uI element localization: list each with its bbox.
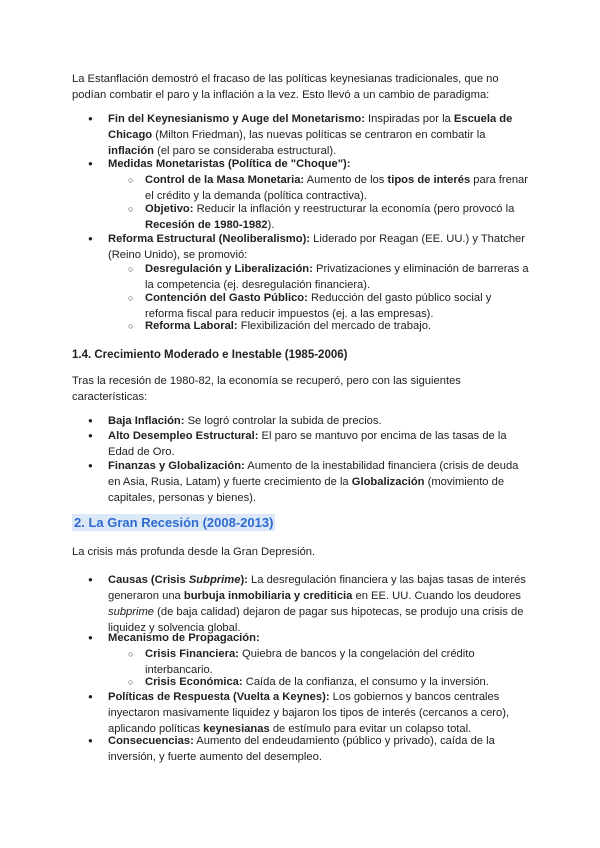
section-heading-2 — [72, 514, 275, 532]
section-2-intro: La crisis más profunda desde la Gran Depresión. — [72, 546, 316, 558]
sublist-item-crisis-economica: ○ Crisis Económica: Caída de la confianza, el consumo y la inversión. — [145, 674, 530, 690]
sublist-item-masa-monetaria: ○ Control de la Masa Monetaria: Aumento de los tipos de interés para frenar el crédito y la demanda (política contractiva). — [145, 172, 530, 204]
list-item-baja-inflacion: ● Baja Inflación: Se logró controlar la subida de precios. — [108, 413, 528, 429]
list-item-causas: ● Causas (Crisis Subprime): La desregulación financiera y las bajas tasas de interés generaron una burbuja inmobiliaria y crediticia en EE. UU. Cuando los deudores subprime (de baja calidad) dejaron de pagar sus hipotecas, se produjo una crisis de liquidez y solvencia global. — [108, 572, 528, 636]
list-item-reforma: ● Reforma Estructural (Neoliberalismo): Liderado por Reagan (EE. UU.) y Thatcher (Reino Unido), se promovió: — [108, 231, 528, 263]
sublist-item-objetivo: ○ Objetivo: Reducir la inflación y reestructurar la economía (pero provocó la Recesión de 1980-1982). — [145, 201, 530, 233]
list-item-finanzas: ● Finanzas y Globalización: Aumento de la inestabilidad financiera (crisis de deuda en Asia, Rusia, Latam) y fuerte crecimiento de la Globalización (movimiento de capitales, personas y bienes). — [108, 458, 528, 506]
sublist-item-crisis-financiera: ○ Crisis Financiera: Quiebra de bancos y la congelación del crédito interbancario. — [145, 646, 530, 678]
sublist-item-desregulacion: ○ Desregulación y Liberalización: Privatizaciones y eliminación de barreras a la competencia (ej. desregulación financiera). — [145, 261, 530, 293]
list-item-consecuencias: ● Consecuencias: Aumento del endeudamiento (público y privado), caída de la inversión, y fuerte aumento del desempleo. — [108, 733, 528, 765]
intro-paragraph: La Estanflación demostró el fracaso de las políticas keynesianas tradicionales, que no podían combatir el paro y la inflación a la vez. Esto llevó a un cambio de paradigma: — [72, 73, 499, 101]
list-item-medidas: ● Medidas Monetaristas (Política de "Choque"): — [108, 156, 528, 172]
list-item-politicas: ● Políticas de Respuesta (Vuelta a Keynes): Los gobiernos y bancos centrales inyectaron masivamente liquidez y bajaron los tipos de interés (cercanos a cero), aplicando políticas keynesianas de estímulo para evitar un colapso total. — [108, 689, 528, 737]
list-item-monetarismo: ● Fin del Keynesianismo y Auge del Monetarismo: Inspiradas por la Escuela de Chicago (Milton Friedman), las nuevas políticas se centraron en combatir la inflación (el paro se consideraba estructural). — [108, 111, 528, 159]
section-heading-2-text: 2. La Gran Recesión (2008-2013) — [74, 515, 274, 530]
section-1-4-intro: Tras la recesión de 1980-82, la economía se recuperó, pero con las siguientes características: — [72, 375, 461, 403]
section-heading-1-4: 1.4. Crecimiento Moderado e Inestable (1985-2006) — [72, 349, 348, 361]
list-item-alto-desempleo: ● Alto Desempleo Estructural: El paro se mantuvo por encima de las tasas de la Edad de Oro. — [108, 428, 528, 460]
sublist-item-laboral: ○ Reforma Laboral: Flexibilización del mercado de trabajo. — [145, 318, 530, 334]
list-item-mecanismo: ● Mecanismo de Propagación: — [108, 630, 528, 646]
sublist-item-gasto: ○ Contención del Gasto Público: Reducción del gasto público social y reforma fiscal para reducir impuestos (ej. a las empresas). — [145, 290, 530, 322]
